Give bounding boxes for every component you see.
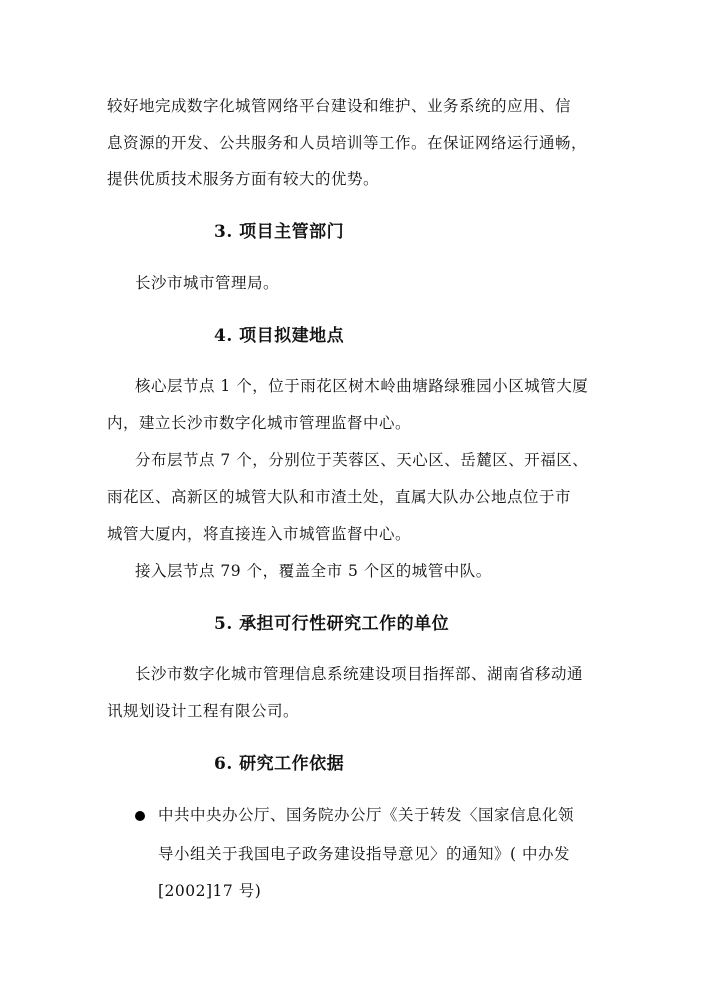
paragraph-line: 内，建立长沙市数字化城市管理监督中心。 xyxy=(107,414,412,432)
bullet-icon xyxy=(135,811,145,821)
paragraph-line: 长沙市城市管理局。 xyxy=(135,274,280,292)
section-heading: 5. 承担可行性研究工作的单位 xyxy=(214,614,450,634)
paragraph-line: 长沙市数字化城市管理信息系统建设项目指挥部、湖南省移动通 xyxy=(135,665,584,683)
paragraph-line: 雨花区、高新区的城管大队和市渣土处，直属大队办公地点位于市 xyxy=(107,488,572,506)
paragraph-line: 较好地完成数字化城管网络平台建设和维护、业务系统的应用、信 xyxy=(107,97,572,115)
paragraph-line: 讯规划设计工程有限公司。 xyxy=(107,702,300,720)
paragraph-line: 城管大厦内，将直接连入市城管监督中心。 xyxy=(107,525,412,543)
paragraph-line: 提供优质技术服务方面有较大的优势。 xyxy=(107,170,380,188)
paragraph-line: 核心层节点 1 个，位于雨花区树木岭曲塘路绿雅园小区城管大厦 xyxy=(135,377,589,395)
paragraph-line: 息资源的开发、公共服务和人员培训等工作。在保证网络运行通畅， xyxy=(107,134,588,152)
section-heading: 4. 项目拟建地点 xyxy=(214,326,345,346)
paragraph-line: 接入层节点 79 个，覆盖全市 5 个区的城管中队。 xyxy=(135,562,492,580)
paragraph-line: 分布层节点 7 个，分别位于芙蓉区、天心区、岳麓区、开福区、 xyxy=(135,451,589,469)
bullet-line: [2002]17 号) xyxy=(158,882,262,900)
bullet-line: 中共中央办公厅、国务院办公厅《关于转发〈国家信息化领 xyxy=(158,806,575,824)
section-heading: 6. 研究工作依据 xyxy=(214,754,345,774)
section-heading: 3. 项目主管部门 xyxy=(214,222,345,242)
bullet-line: 导小组关于我国电子政务建设指导意见〉的通知》( 中办发 xyxy=(158,845,570,863)
